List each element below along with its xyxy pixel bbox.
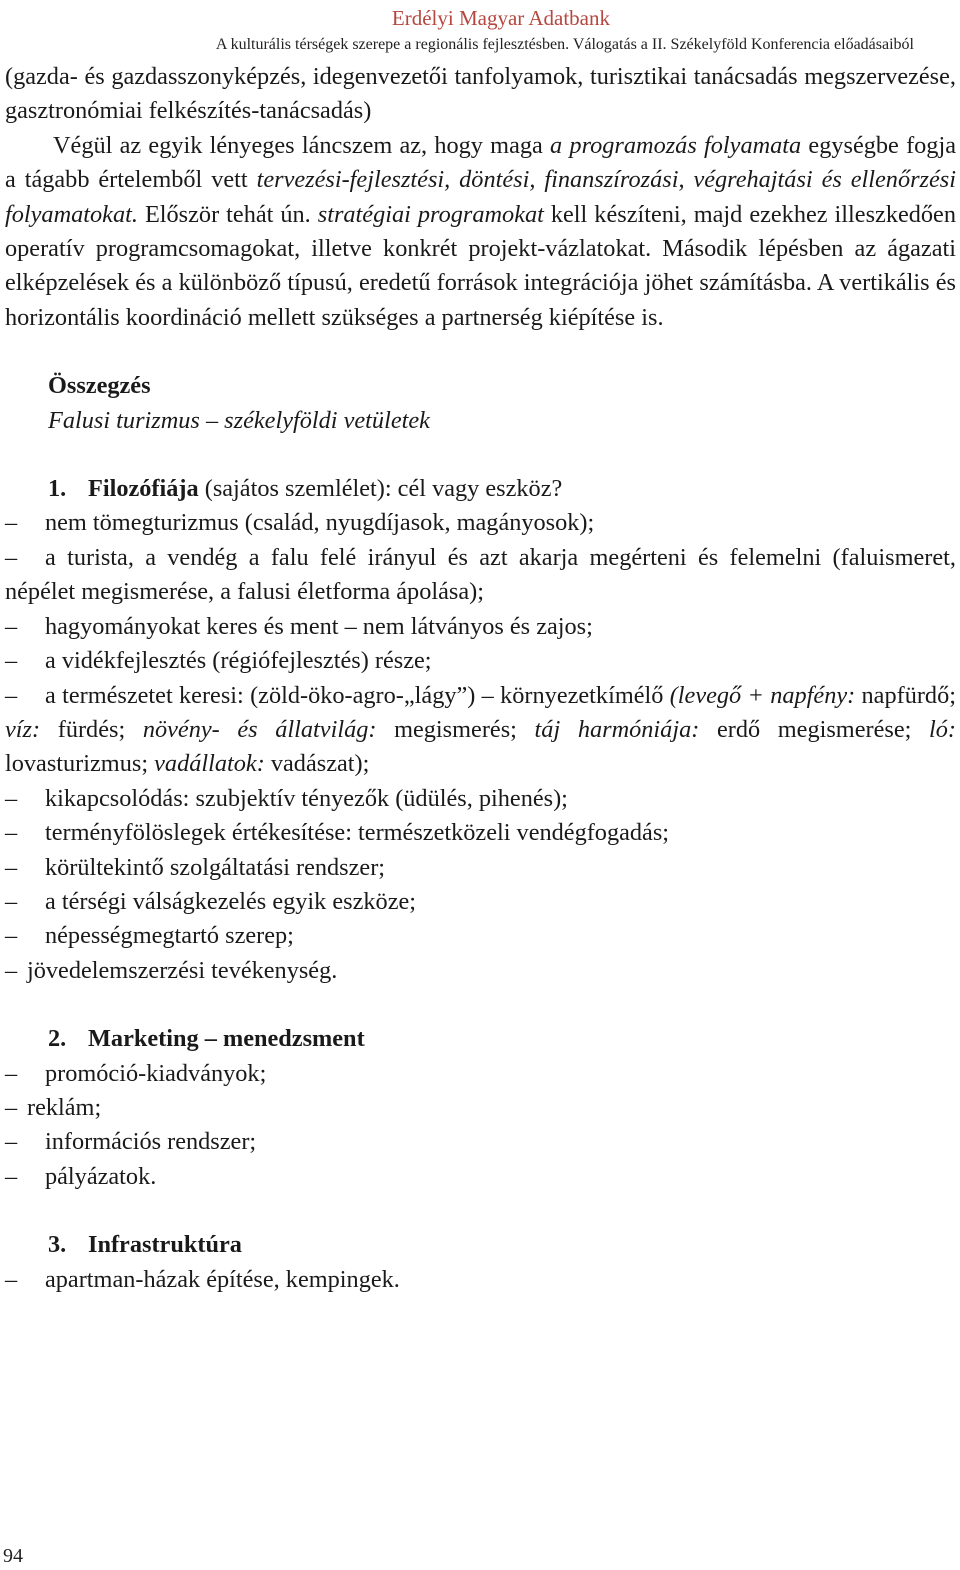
- text-run: kell készíteni, majd ezekhez illeszkedően operatív programcsomagokat, illetve konkrét projekt-vázlatokat. Második lépésben az ágazati elképzelések és a különböző típusú, eredetű források integrációja jöhet számításba. A vertikális és horizontális koordináció mellett szükséges a partnerség kiépítése is.: [5, 200, 956, 331]
- list-item: – hagyományokat keres és ment – nem látványos és zajos;: [5, 610, 956, 644]
- text-run: Végül az egyik lényeges láncszem az, hogy maga: [53, 131, 551, 159]
- dash-bullet: –: [5, 887, 18, 915]
- list-item: – információs rendszer;: [5, 1125, 956, 1159]
- dash-bullet: –: [5, 509, 18, 537]
- section-title: Marketing – menedzsment: [88, 1025, 365, 1053]
- dash-bullet: –: [5, 1162, 18, 1190]
- italic-run: tervezési-fejlesztési, döntési, finanszírozási, végrehajtási és ellenőrzési folyamatokat.: [5, 166, 956, 228]
- list-item: – promóció-kiadványok;: [5, 1057, 956, 1091]
- dash-bullet: –: [5, 853, 18, 881]
- list-item: – a természetet keresi: (zöld-öko-agro-„lágy”) – környezetkímélő (levegő + napfény: napfürdő; víz: fürdés; növény- és állatvilág: megismerés; táj harmóniája: erdő megismerése; ló: lovasturizmus; vadállatok: vadászat);: [5, 679, 956, 782]
- section-1-heading: [5, 472, 956, 506]
- section-title: Filozófiája: [88, 475, 199, 503]
- dash-bullet: –: [5, 922, 18, 950]
- list-item: – a vidékfejlesztés (régiófejlesztés) része;: [5, 644, 956, 678]
- paragraph-1: (gazda- és gazdasszonyképzés, idegenvezetői tanfolyamok, turisztikai tanácsadás megszervezése, gasztronómiai felkészítés-tanácsadás): [5, 63, 956, 125]
- list-item: – kikapcsolódás: szubjektív tényezők (üdülés, pihenés);: [5, 782, 956, 816]
- dash-bullet: –: [5, 543, 18, 571]
- dash-bullet: –: [5, 1265, 18, 1293]
- section-number: 3.: [48, 1231, 67, 1259]
- list-item: – népességmegtartó szerep;: [5, 919, 956, 953]
- page-number: 94: [3, 1545, 23, 1567]
- publication-subtitle: A kulturális térségek szerepe a regionális fejlesztésben. Válogatás a II. Székelyföld Konferencia előadásaiból: [215, 36, 914, 53]
- list-item: – jövedelemszerzési tevékenység.: [5, 954, 956, 988]
- section-3-heading: [5, 1228, 956, 1262]
- list-item: – pályázatok.: [5, 1160, 956, 1194]
- dash-bullet: –: [5, 647, 18, 675]
- text-run: egységbe fogja a tágabb értelemből vett: [5, 131, 956, 194]
- dash-bullet: –: [5, 1093, 18, 1121]
- italic-run: stratégiai programokat: [317, 200, 544, 228]
- paragraph-2: [5, 129, 956, 335]
- text-run: Először tehát ún.: [137, 200, 318, 228]
- list-item: – terményfölöslegek értékesítése: természetközeli vendégfogadás;: [5, 816, 956, 850]
- section-2-heading: [5, 1022, 956, 1056]
- dash-bullet: –: [5, 956, 18, 984]
- section-title: Infrastruktúra: [88, 1231, 242, 1259]
- dash-bullet: –: [5, 612, 18, 640]
- summary-heading: [5, 369, 956, 403]
- dash-bullet: –: [5, 819, 18, 847]
- summary-title: Összegzés: [48, 372, 151, 400]
- list-item: – nem tömegturizmus (család, nyugdíjasok, magányosok);: [5, 506, 956, 540]
- summary-subtitle: Falusi turizmus – székelyföldi vetületek: [48, 406, 430, 434]
- summary-subheading: [5, 404, 956, 438]
- document-body: [5, 60, 956, 1297]
- site-title[interactable]: Erdélyi Magyar Adatbank: [391, 6, 610, 30]
- section-number: 1.: [48, 475, 67, 503]
- dash-bullet: –: [5, 681, 18, 709]
- dash-bullet: –: [5, 1059, 18, 1087]
- dash-bullet: –: [5, 1128, 18, 1156]
- italic-run: a programozás folyamata: [550, 131, 802, 159]
- list-item: – a turista, a vendég a falu felé irányul és azt akarja megérteni és felemelni (faluismeret, népélet megismerése, a falusi életforma ápolása);: [5, 541, 956, 610]
- section-number: 2.: [48, 1025, 67, 1053]
- list-item: – körültekintő szolgáltatási rendszer;: [5, 851, 956, 885]
- section-title-rest: (sajátos szemlélet): cél vagy eszköz?: [198, 475, 563, 503]
- list-item: – reklám;: [5, 1091, 956, 1125]
- dash-bullet: –: [5, 784, 18, 812]
- list-item: – apartman-házak építése, kempingek.: [5, 1263, 956, 1297]
- list-item: – a térségi válságkezelés egyik eszköze;: [5, 885, 956, 919]
